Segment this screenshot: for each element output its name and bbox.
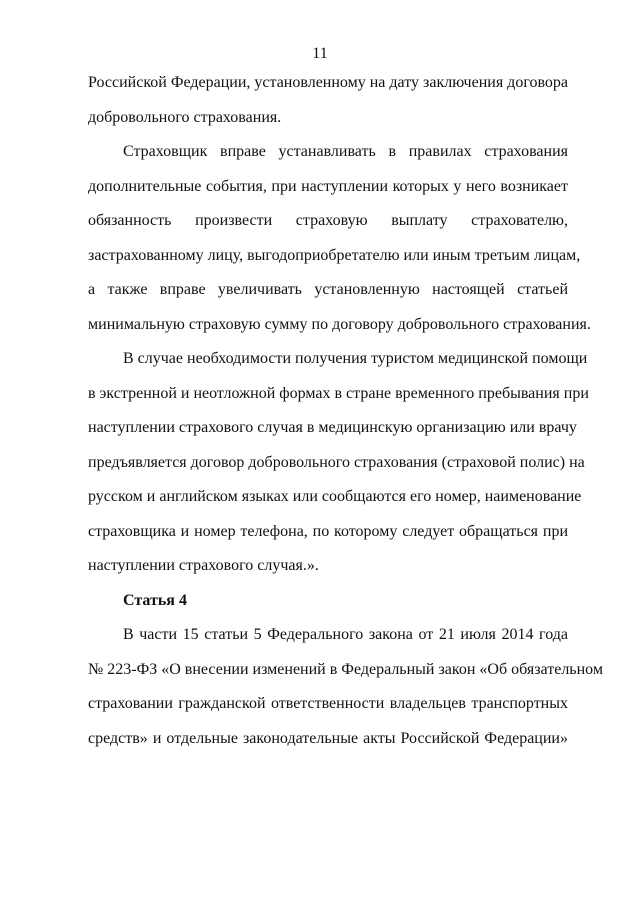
paragraph [88,66,568,135]
document-body [88,66,603,756]
text-line: а также вправе увеличивать установленную настоящей статьей [88,281,568,298]
text-line: застрахованному лицу, выгодоприобретателю или иным третьим лицам, [88,246,581,264]
text-line: минимальную страховую сумму по договору добровольного страхования. [88,315,591,333]
paragraph [88,342,589,584]
text-line: дополнительные события, при наступлении которых у него возникает [88,177,568,195]
text-line: Страховщик вправе устанавливать в правилах страхования [123,143,568,160]
text-line: добровольного страхования. [88,108,282,126]
text-line: № 223-ФЗ «О внесении изменений в Федеральный закон «Об обязательном [88,660,603,678]
text-line: наступлении страхового случая в медицинскую организацию или врачу [88,419,577,436]
text-line: в экстренной и неотложной формах в стране временного пребывания при [88,384,589,402]
paragraph [88,135,591,342]
text-line: В случае необходимости получения туристом медицинской помощи [123,350,588,367]
text-line: русском и английском языках или сообщаются его номер, наименование [88,488,582,505]
text-line: страховщика и номер телефона, по которому следует обращаться при [88,522,568,540]
text-line: Российской Федерации, установленному на дату заключения договора [88,74,569,91]
paragraph [88,618,603,756]
text-line: наступлении страхового случая.». [88,557,319,574]
text-line: предъявляется договор добровольного страхования (страховой полис) на [88,453,585,471]
text-line: обязанность произвести страховую выплату страхователю, [88,212,568,229]
text-line: В части 15 статьи 5 Федерального закона от 21 июля 2014 года [123,626,568,643]
page-number: 11 [312,45,328,62]
article-heading: Статья 4 [123,591,187,609]
text-line: страховании гражданской ответственности владельцев транспортных [88,695,568,712]
text-line: средств» и отдельные законодательные акты Российской Федерации» [88,729,568,747]
